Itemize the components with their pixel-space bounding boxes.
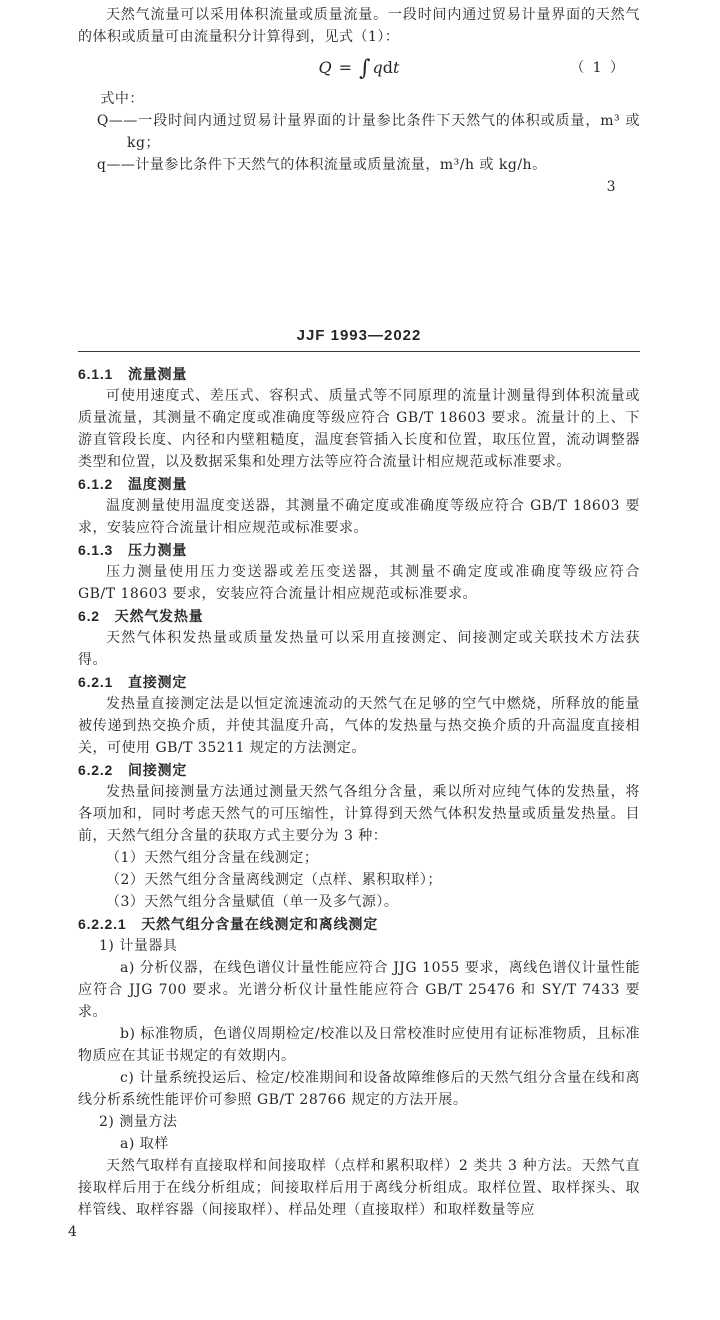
clause-paragraph: c) 计量系统投运后、检定/校准期间和设备故障维修后的天然气组分含量在线和离线分析系统性能评价可参照 GB/T 28766 规定的方法开展。 bbox=[78, 1070, 640, 1108]
clause-subitem: a) 取样 bbox=[120, 1136, 169, 1152]
symbol-definition: q——计量参比条件下天然气的体积流量或质量流量，m³/h 或 kg/h。 bbox=[96, 157, 547, 173]
header-rule bbox=[78, 351, 640, 352]
paragraph: 天然气取样有直接取样和间接取样（点样和累积取样）2 类共 3 种方法。天然气直接取样后用于在线分析组成；间接取样后用于离线分析组成。取样位置、取样探头、取样管线、取样容器（间接取样）、样品处理（直接取样）和取样数量等应 bbox=[78, 1158, 640, 1218]
clause-item: 1) 计量器具 bbox=[99, 938, 178, 954]
integral-symbol: ∫ bbox=[359, 56, 371, 81]
standard-code-header: JJF 1993—2022 bbox=[296, 327, 422, 344]
equation bbox=[78, 54, 640, 79]
section-heading: 6.2.2 间接测定 bbox=[78, 762, 188, 778]
list-item: （3）天然气组分含量赋值（单一及多气源）。 bbox=[106, 894, 399, 910]
section-heading: 6.2 天然气发热量 bbox=[78, 608, 204, 624]
page-4 bbox=[68, 326, 640, 1243]
section-heading: 6.1.3 压力测量 bbox=[78, 542, 188, 558]
paragraph: 发热量直接测定法是以恒定流速流动的天然气在足够的空气中燃烧，所释放的能量被传递到热交换介质，并使其温度升高，气体的发热量与热交换介质的升高温度直接相关，可使用 GB/T 35211 规定的方法测定。 bbox=[78, 696, 640, 756]
section-heading: 6.1.2 温度测量 bbox=[78, 476, 188, 492]
section-heading: 6.1.1 流量测量 bbox=[78, 366, 188, 382]
differential-d: d bbox=[382, 58, 394, 77]
where-label: 式中： bbox=[100, 91, 144, 107]
clause-paragraph: b) 标准物质，色谱仪周期检定/校准以及日常校准时应使用有证标准物质，且标准物质应在其证书规定的有效期内。 bbox=[78, 1026, 640, 1064]
page-number: 3 bbox=[606, 179, 616, 195]
equation-number: （ 1 ） bbox=[570, 60, 626, 76]
clause-paragraph: a) 分析仪器，在线色谱仪计量性能应符合 JJG 1055 要求，离线色谱仪计量性能应符合 JJG 700 要求。光谱分析仪计量性能应符合 GB/T 25476 和 SY/T 7433 要求。 bbox=[78, 960, 640, 1020]
section-heading: 6.2.2.1 天然气组分含量在线测定和离线测定 bbox=[78, 916, 379, 932]
paragraph: 天然气流量可以采用体积流量或质量流量。一段时间内通过贸易计量界面的天然气的体积或质量可由流量积分计算得到，见式（1）： bbox=[78, 7, 640, 45]
symbol-definition: Q——一段时间内通过贸易计量界面的计量参比条件下天然气的体积或质量，m³ 或 kg； bbox=[96, 113, 640, 151]
section-heading: 6.2.1 直接测定 bbox=[78, 674, 188, 690]
paragraph: 温度测量使用温度变送器，其测量不确定度或准确度等级应符合 GB/T 18603 要求，安装应符合流量计相应规范或标准要求。 bbox=[78, 498, 640, 536]
equation-variable: t bbox=[393, 58, 400, 77]
page-number: 4 bbox=[68, 1224, 78, 1240]
equation-lhs: Q bbox=[318, 58, 332, 77]
equals-sign: = bbox=[338, 58, 353, 77]
paragraph: 发热量间接测量方法通过测量天然气各组分含量，乘以所对应纯气体的发热量，将各项加和，同时考虑天然气的可压缩性，计算得到天然气体积发热量或质量发热量。目前，天然气组分含量的获取方式主要分为 3 种： bbox=[78, 784, 640, 844]
paragraph: 天然气体积发热量或质量发热量可以采用直接测定、间接测定或关联技术方法获得。 bbox=[78, 630, 640, 668]
paragraph: 压力测量使用压力变送器或差压变送器，其测量不确定度或准确度等级应符合 GB/T 18603 要求，安装应符合流量计相应规范或标准要求。 bbox=[78, 564, 640, 602]
equation-integrand: q bbox=[372, 58, 383, 77]
list-item: （1）天然气组分含量在线测定； bbox=[106, 850, 319, 866]
list-item: （2）天然气组分含量离线测定（点样、累积取样）； bbox=[106, 872, 442, 888]
page-3-fragment bbox=[78, 4, 640, 198]
equation-row bbox=[78, 50, 640, 84]
paragraph: 可使用速度式、差压式、容积式、质量式等不同原理的流量计测量得到体积流量或质量流量，其测量不确定度或准确度等级应符合 GB/T 18603 要求。流量计的上、下游直管段长度、内径和内壁粗糙度，温度套管插入长度和位置，取压位置，流动调整器类型和位置，以及数据采集和处理方法等应符合流量计相应规范或标准要求。 bbox=[78, 388, 640, 470]
clause-item: 2) 测量方法 bbox=[99, 1114, 178, 1130]
